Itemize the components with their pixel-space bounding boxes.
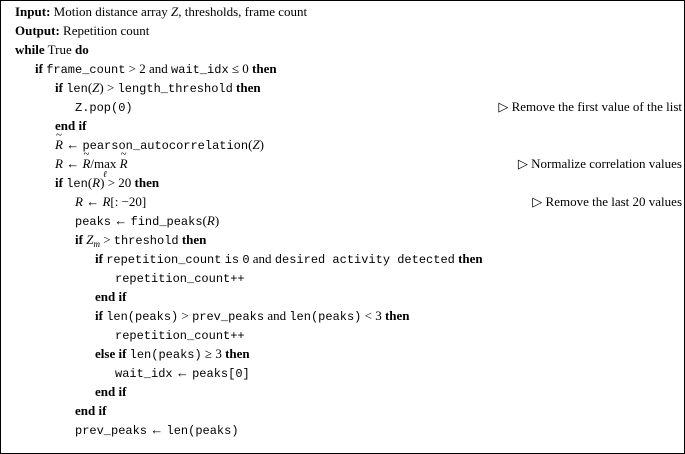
var-r-tilde: R ~ [55, 135, 63, 154]
algo-line-pearson: R ~ ← pearson_autocorrelation(Z) [1, 135, 684, 154]
algo-line-slice: R ← R[: −20] ▷ Remove the last 20 values [75, 194, 682, 209]
var-r: R [55, 156, 63, 171]
algo-line-input [1, 2, 684, 21]
algo-line-while [1, 40, 684, 59]
var-threshold: threshold [113, 234, 179, 248]
kw-and: and [149, 61, 168, 76]
var-repetition-count: repetition_count [106, 253, 222, 267]
kw-if: if [55, 80, 63, 95]
triangle-icon: ▷ [517, 156, 528, 171]
algo-line-prev-peaks: prev_peaks ← len(peaks) [75, 422, 239, 438]
sym-assign: ← [66, 137, 80, 152]
algo-line-if-rep-zero: if repetition_count is 0 and desired activity detected then [95, 251, 483, 267]
num-zero: 0 [242, 61, 249, 76]
var-zm: Z [86, 232, 94, 247]
fn-find-peaks: find_peaks [130, 215, 203, 229]
kw-if: if [35, 61, 43, 76]
output-label: Output: [15, 23, 60, 38]
num-two: 2 [139, 61, 146, 76]
paren-open: ( [87, 80, 93, 95]
kw-then: then [252, 61, 277, 76]
kw-while: while [15, 42, 45, 57]
var-wait-idx: wait_idx [171, 63, 229, 77]
algo-line-end-if-3: end if [95, 384, 127, 399]
sym-assign: ← [66, 156, 80, 171]
algo-line-output [1, 21, 684, 40]
algo-line-find-peaks: peaks ← find_peaks(R) [75, 213, 220, 229]
sym-gt: > [128, 61, 137, 76]
input-label: Input: [15, 4, 51, 19]
comment-remove-last: ▷ Remove the last 20 values [532, 194, 682, 209]
algo-line-if-zm: if $Z_m$ > threshold then [75, 232, 207, 249]
num-twenty: 20 [118, 175, 132, 190]
kw-then: then [236, 80, 261, 95]
algo-line-end-if [1, 116, 684, 135]
stmt-zpop: Z.pop(0) [75, 101, 133, 115]
kw-do: do [74, 42, 89, 57]
kw-end-if: end if [55, 118, 87, 133]
algo-line-else-if: else if len(peaks) ≥ 3 then [95, 346, 250, 362]
algo-line-rep-incr-2: repetition_count++ [115, 329, 245, 343]
comment-normalize: ▷ Normalize correlation values [517, 156, 682, 171]
sym-le: ≤ [231, 61, 240, 76]
comment-remove-first: ▷ Remove the first value of the list [498, 99, 682, 114]
input-var: Z [171, 4, 179, 19]
output-text: Repetition count [63, 23, 150, 38]
sub-l: ℓ [103, 169, 107, 179]
algo-line-if-lenr: if len(R) > 20 then [55, 175, 160, 191]
var-peaks: peaks [75, 215, 112, 229]
algo-line-end-if-2: end if [95, 289, 127, 304]
algo-line-pop [1, 97, 684, 116]
slice-expr: [: −20] [110, 194, 147, 209]
input-rest: , thresholds, frame count [178, 4, 308, 19]
var-desired: desired activity detected [274, 253, 455, 267]
var-length-threshold: length_threshold [117, 82, 233, 96]
sym-true: True [47, 42, 72, 57]
var-z: Z [92, 80, 100, 95]
algo-line-normalize: R ← R ~/max ℓ R ~ ▷ Normalize correlation values [1, 154, 684, 173]
algo-line-if-len [1, 78, 684, 97]
var-prev-peaks: prev_peaks [192, 310, 265, 324]
fn-pearson: pearson_autocorrelation [82, 139, 249, 153]
paren-close: ) [99, 80, 104, 95]
algo-line-if-peaks: if len(peaks) > prev_peaks and len(peaks) < 3 then [95, 308, 410, 324]
triangle-icon: ▷ [498, 99, 509, 114]
fn-len: len [66, 82, 88, 96]
op-max: max ℓ [94, 154, 116, 173]
algo-line-wait-idx: wait_idx ← peaks[0] [115, 365, 250, 381]
algo-line-rep-incr-1: repetition_count++ [115, 272, 245, 286]
sub-m: m [93, 239, 100, 249]
input-text: Motion distance array [53, 4, 168, 19]
num-three: 3 [375, 308, 382, 323]
triangle-icon: ▷ [532, 194, 543, 209]
algo-line-if-frame [1, 59, 684, 78]
algo-line-end-if-4: end if [75, 403, 107, 418]
var-frame-count: frame_count [46, 63, 126, 77]
sym-gt: > [106, 80, 115, 95]
